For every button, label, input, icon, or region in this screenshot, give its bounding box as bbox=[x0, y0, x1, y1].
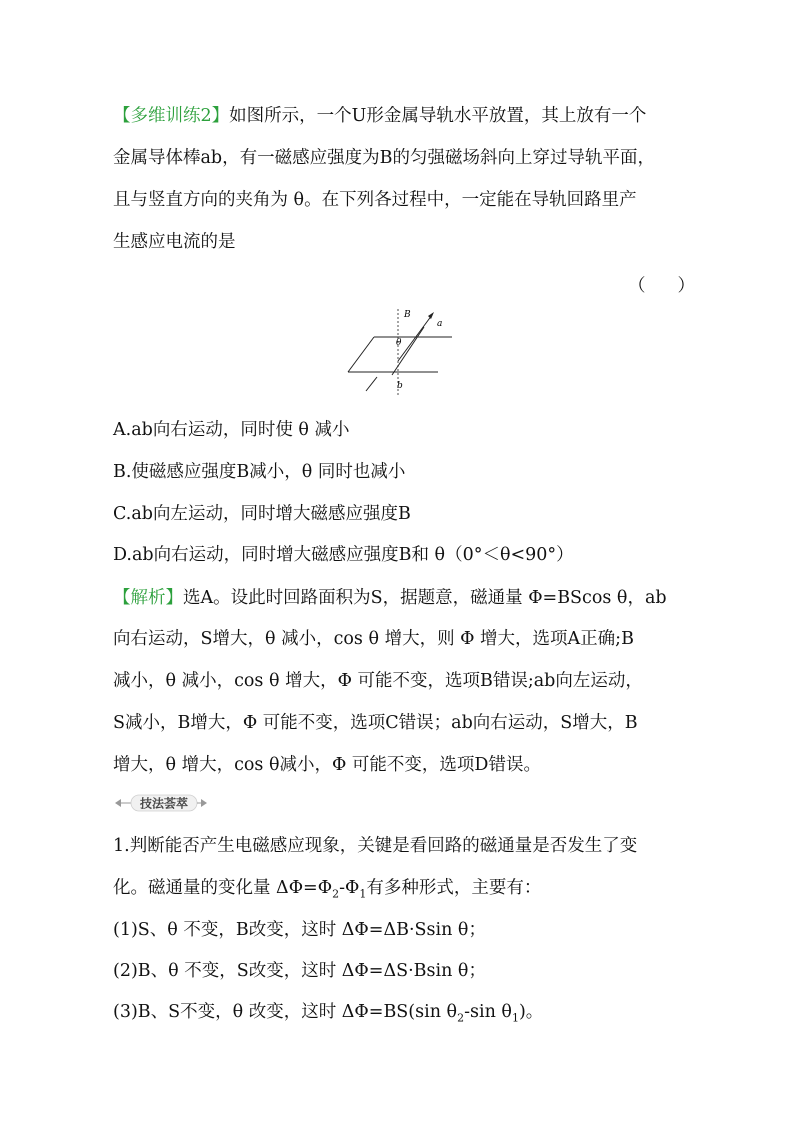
tips-line-2: 化。磁通量的变化量 $\Delta\Phi=\Phi_2-\Phi_1$有多种形式，主要有： bbox=[113, 878, 542, 901]
problem-line-4: 生感应电流的是 bbox=[113, 232, 236, 252]
tips-badge bbox=[113, 793, 209, 813]
problem-tag: 【多维训练2】 bbox=[113, 106, 230, 126]
option-a: A.ab向右运动，同时使 θ 减小 bbox=[113, 420, 350, 440]
analysis-text: 选A。设此时回路面积为S，据题意，磁通量 Φ=BScos θ，ab bbox=[183, 588, 667, 608]
problem-line-3: 且与竖直方向的夹角为 θ。在下列各过程中，一定能在导轨回路里产 bbox=[113, 190, 637, 210]
problem-text: 如图所示，一个U形金属导轨水平放置，其上放有一个 bbox=[229, 106, 647, 126]
badge-left-arrow-icon bbox=[115, 799, 121, 807]
paren-open: （ bbox=[628, 276, 646, 296]
option-c: C.ab向左运动，同时增大磁感应强度B bbox=[113, 504, 411, 524]
label-theta: θ bbox=[396, 338, 402, 348]
analysis-line-2: 向右运动，S增大，θ 减小，cos θ 增大，则 Φ 增大，选项A正确;B bbox=[113, 629, 634, 649]
tips-case-1: (1)S、θ 不变，B改变，这时 ΔΦ=ΔB·Ssin θ； bbox=[113, 920, 486, 940]
option-d: D.ab向右运动，同时增大磁感应强度B和 θ（0°＜θ<90°） bbox=[113, 545, 574, 565]
paren-close: ） bbox=[677, 276, 695, 296]
analysis-tag: 【解析】 bbox=[113, 588, 183, 608]
tips-case-2: (2)B、θ 不变，S改变，这时 ΔΦ=ΔS·Bsin θ； bbox=[113, 961, 486, 981]
analysis-line-4: S减小，B增大，Φ 可能不变，选项C错误；ab向右运动，S增大，B bbox=[113, 713, 638, 733]
analysis-line-3: 减小，θ 减小，cos θ 增大，Φ 可能不变，选项B错误;ab向左运动， bbox=[113, 671, 643, 691]
problem-line-1 bbox=[113, 104, 646, 128]
rod-ab-upper bbox=[392, 327, 424, 375]
analysis-line-5: 增大，θ 增大，cos θ减小，Φ 可能不变，选项D错误。 bbox=[113, 755, 541, 775]
label-a: a bbox=[437, 319, 443, 329]
option-b: B.使磁感应强度B减小，θ 同时也减小 bbox=[113, 462, 406, 482]
rail-end bbox=[348, 337, 374, 372]
tips-case-3: (3)B、S不变，θ 改变，这时 ΔΦ=BS(sin $\theta_2-\sin$ $\theta_1$)。 bbox=[113, 1002, 544, 1025]
rail-diagram bbox=[340, 305, 460, 400]
label-B: B bbox=[404, 310, 411, 320]
problem-line-2: 金属导体棒ab，有一磁感应强度为B的匀强磁场斜向上穿过导轨平面， bbox=[113, 148, 655, 168]
answer-parentheses bbox=[628, 272, 695, 297]
tips-line-1: 1.判断能否产生电磁感应现象，关键是看回路的磁通量是否发生了变 bbox=[113, 836, 638, 856]
label-b: b bbox=[397, 381, 403, 391]
analysis-line-1 bbox=[113, 586, 667, 610]
rod-ab-lower bbox=[366, 377, 377, 391]
badge-right-arrow-icon bbox=[201, 799, 207, 807]
badge-label: 技法荟萃 bbox=[139, 796, 189, 811]
field-line bbox=[398, 315, 432, 361]
field-arrow-icon bbox=[428, 312, 434, 319]
